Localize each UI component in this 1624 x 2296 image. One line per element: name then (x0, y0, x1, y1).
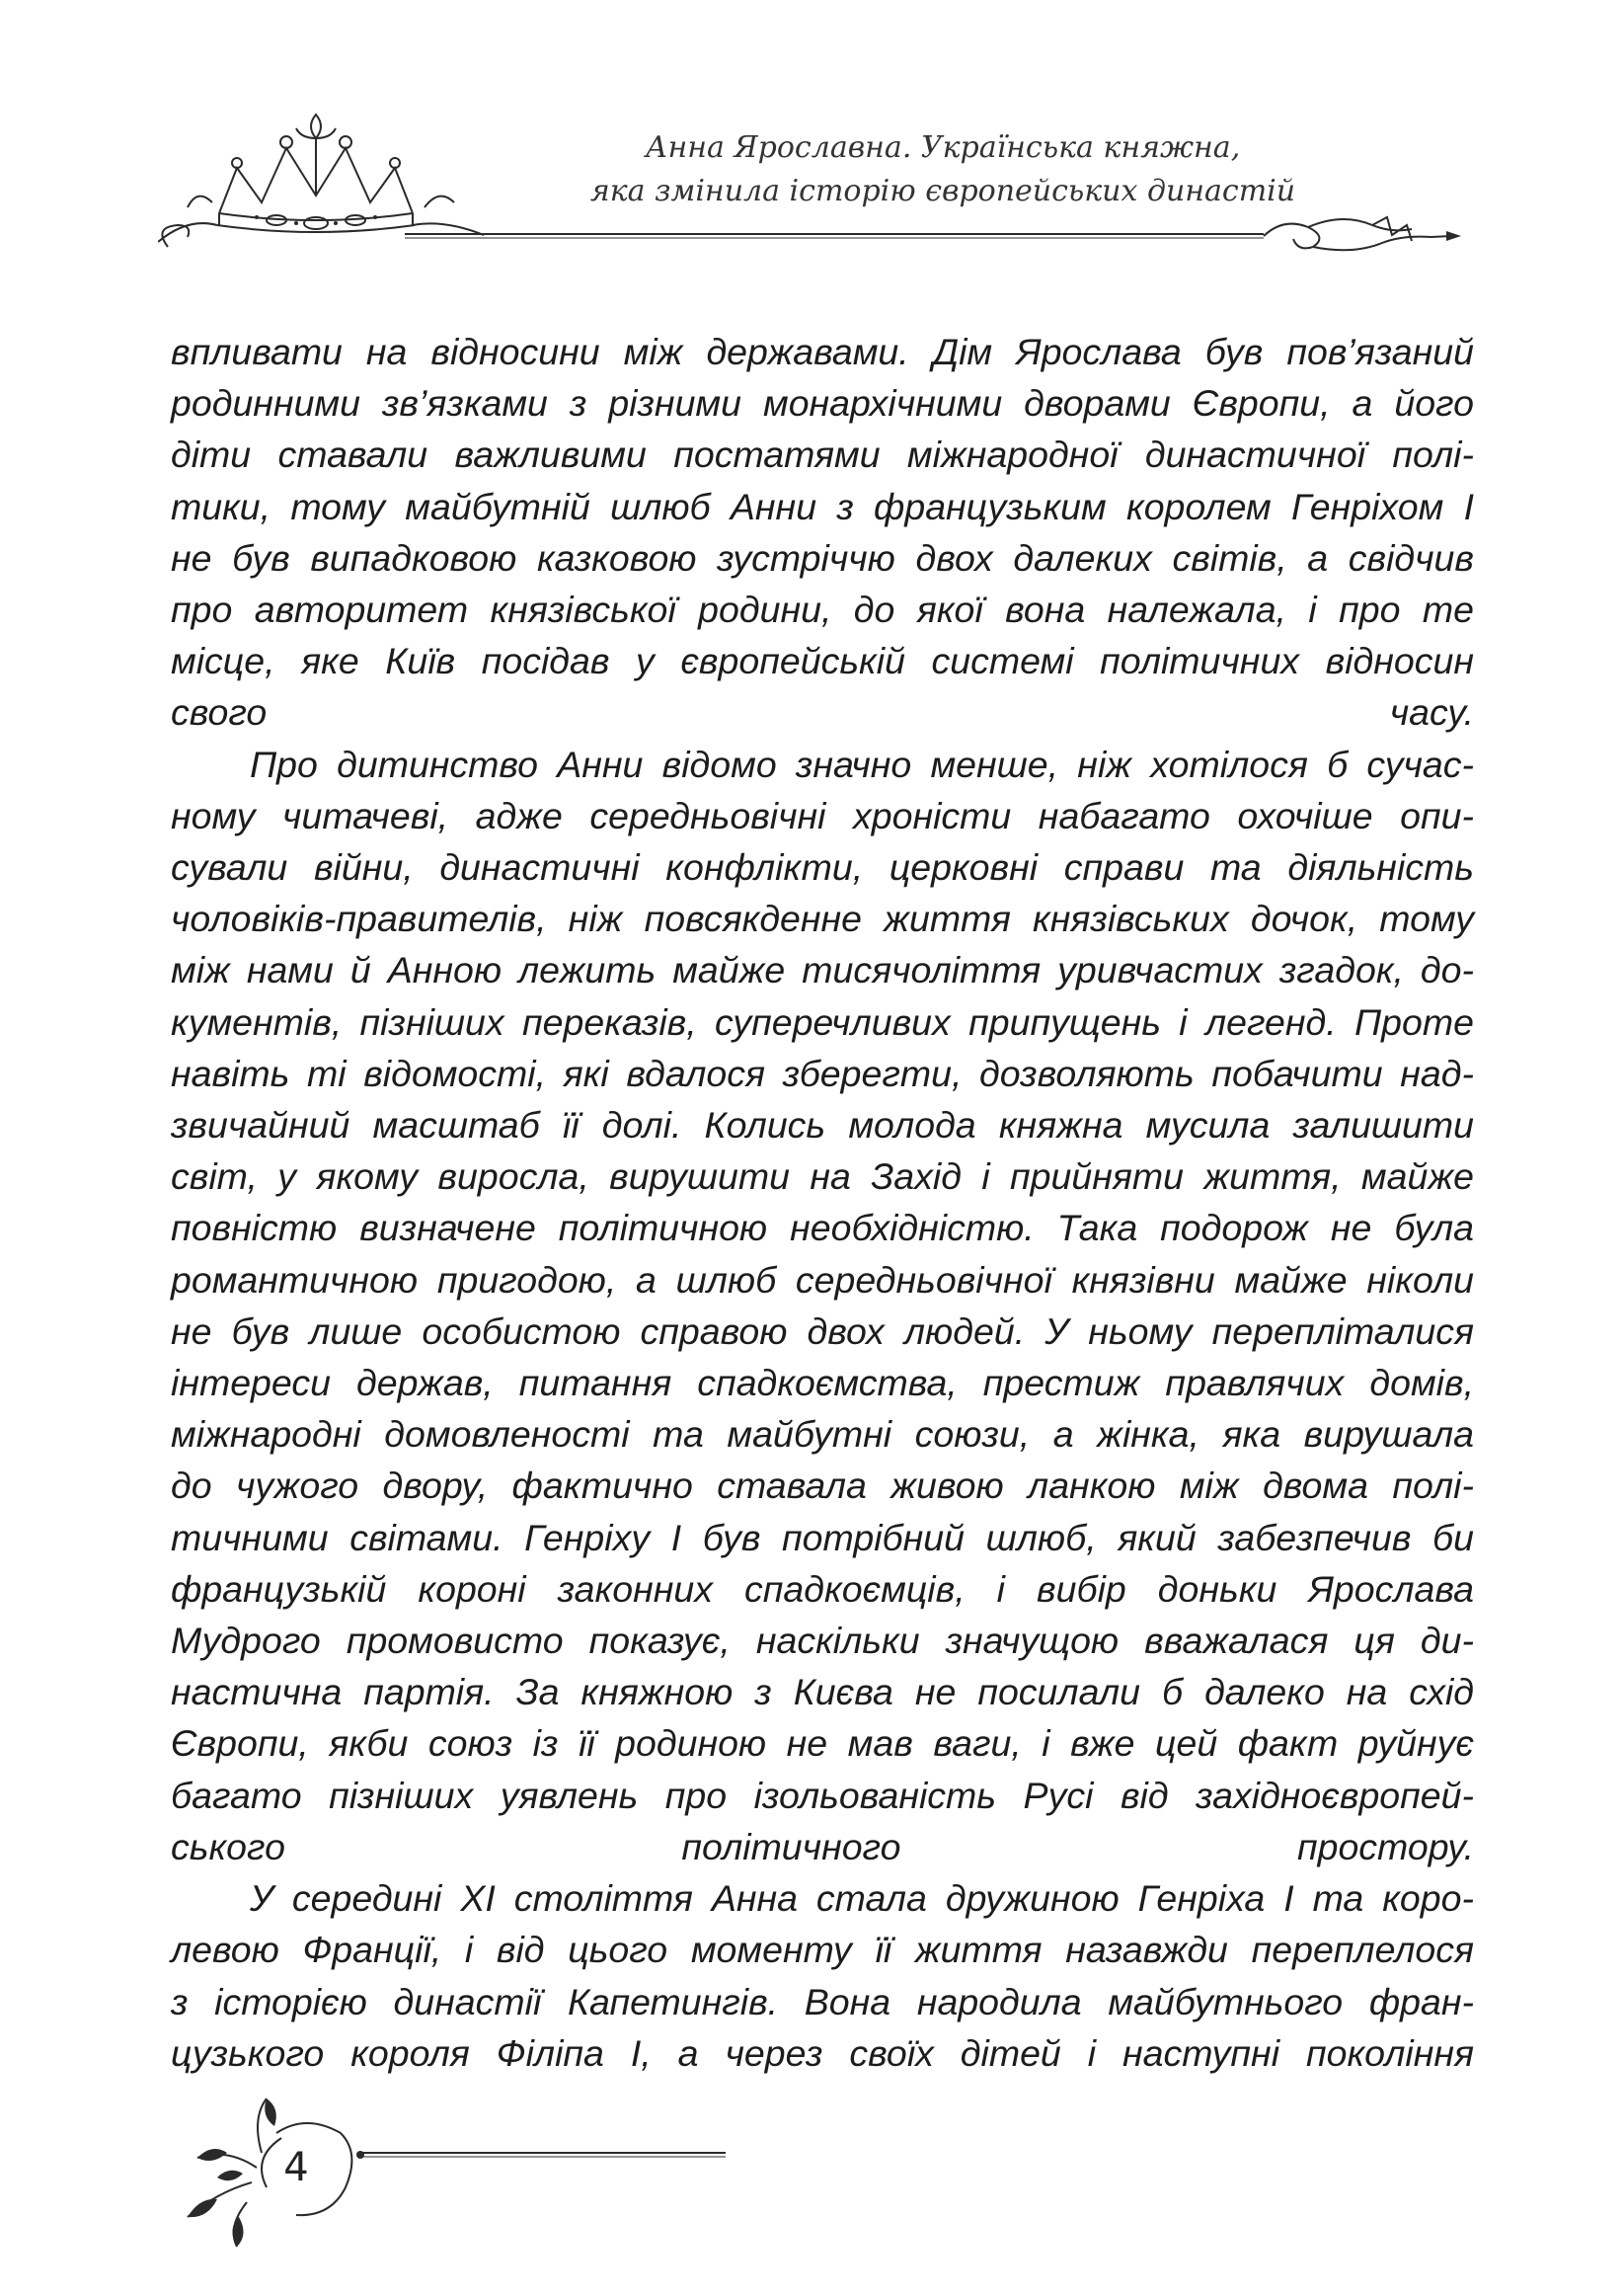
text-line: впливати на відносини між державами. Дім Ярослава був пов’язаний (171, 331, 1474, 372)
text-line: повністю визначене політичною необхідністю. Така подорож не була (171, 1207, 1474, 1249)
text-line: звичайний масштаб її долі. Колись молода княжна мусила залишити (171, 1104, 1474, 1147)
text-line: ського політичного простору. (171, 1825, 1474, 1867)
header-title-line-2: яка змінила історію європейських династій (589, 174, 1296, 208)
page-number: 4 (283, 2145, 309, 2190)
text-line: Про дитинство Анни відомо значно менше, ніж хотілося б сучас- (250, 743, 1474, 785)
text-line: міжнародні домовленості та майбутні союзи, а жінка, яка вирушала (171, 1413, 1474, 1456)
text-line: тичними світами. Генріху І був потрібний шлюб, який забезпечив би (171, 1516, 1474, 1558)
text-line: французькій короні законних спадкоємців, і вибір доньки Ярослава (171, 1567, 1474, 1610)
paragraph-1 (171, 326, 1474, 739)
text-line: У середині ХІ століття Анна стала дружиною Генріха І та коро- (250, 1877, 1474, 1920)
running-header-title (484, 126, 1402, 213)
text-line: сували війни, династичні конфлікти, церковні справи та діяльність (171, 846, 1474, 889)
paragraph-2 (171, 739, 1474, 1872)
running-header (158, 109, 1461, 257)
text-line: світ, у якому виросла, вирушити на Захід і прийняти життя, майже (171, 1155, 1474, 1198)
text-line: навіть ті відомості, які вдалося зберегти, дозволяють побачити над- (171, 1052, 1474, 1094)
text-line: левою Франції, і від цього моменту її життя назавжди переплелося (171, 1929, 1474, 1971)
text-line: Мудрого промовисто показує, наскільки значущою вважалася ця ди- (171, 1620, 1474, 1662)
text-line: до чужого двору, фактично ставала живою ланкою між двома полі- (171, 1465, 1474, 1507)
text-line: родинними зв’язками з різними монархічними дворами Європи, а його (171, 382, 1474, 425)
text-line: не був випадковою казковою зустріччю двох далеких світів, а свідчив (171, 536, 1474, 579)
text-line: настична партія. За княжною з Києва не посилали б далеко на схід (171, 1671, 1474, 1713)
text-line: про авторитет князівської родини, до якої вона належала, і про те (171, 589, 1474, 631)
text-line: діти ставали важливими постатями міжнародної династичної полі- (171, 434, 1474, 476)
text-line: не був лише особистою справою двох людей. У ньому перепліталися (171, 1309, 1474, 1352)
leaf-ornament-icon (158, 2079, 750, 2256)
text-line: місце, яке Київ посідав у європейській системі політичних відносин (171, 640, 1474, 682)
text-line: чоловіків-правителів, ніж повсякденне життя князівських дочок, тому (171, 898, 1474, 940)
text-line: кументів, пізніших переказів, суперечливих припущень і легенд. Проте (171, 1000, 1474, 1043)
text-line: з історією династії Капетингів. Вона народила майбутнього фран- (171, 1980, 1474, 2022)
text-line: тики, тому майбутній шлюб Анни з французьким королем Генріхом І (171, 485, 1474, 527)
text-line: цузького короля Філіпа І, а через своїх дітей і наступні покоління (171, 2031, 1474, 2074)
text-line: ному читачеві, адже середньовічні хроністи набагато охочіше опи- (171, 794, 1474, 836)
text-line: свого часу. (171, 691, 1474, 734)
text-line: багато пізніших уявлень про ізольованість Русі від західноєвропей- (171, 1774, 1474, 1816)
header-title-line-1: Анна Ярославна. Українська княжна, (645, 130, 1241, 165)
text-line: між нами й Анною лежить майже тисячоліття уривчастих згадок, до- (171, 949, 1474, 991)
page-footer (158, 2079, 750, 2256)
flourish-icon (158, 207, 1461, 257)
paragraph-3 (171, 1872, 1474, 2079)
text-line: інтереси держав, питання спадкоємства, престиж правлячих домів, (171, 1362, 1474, 1404)
text-line: романтичною пригодою, а шлюб середньовічної князівни майже ніколи (171, 1258, 1474, 1301)
body-text (171, 326, 1474, 2079)
text-line: Європи, якби союз із її родиною не мав ваги, і вже цей факт руйнує (171, 1722, 1474, 1765)
